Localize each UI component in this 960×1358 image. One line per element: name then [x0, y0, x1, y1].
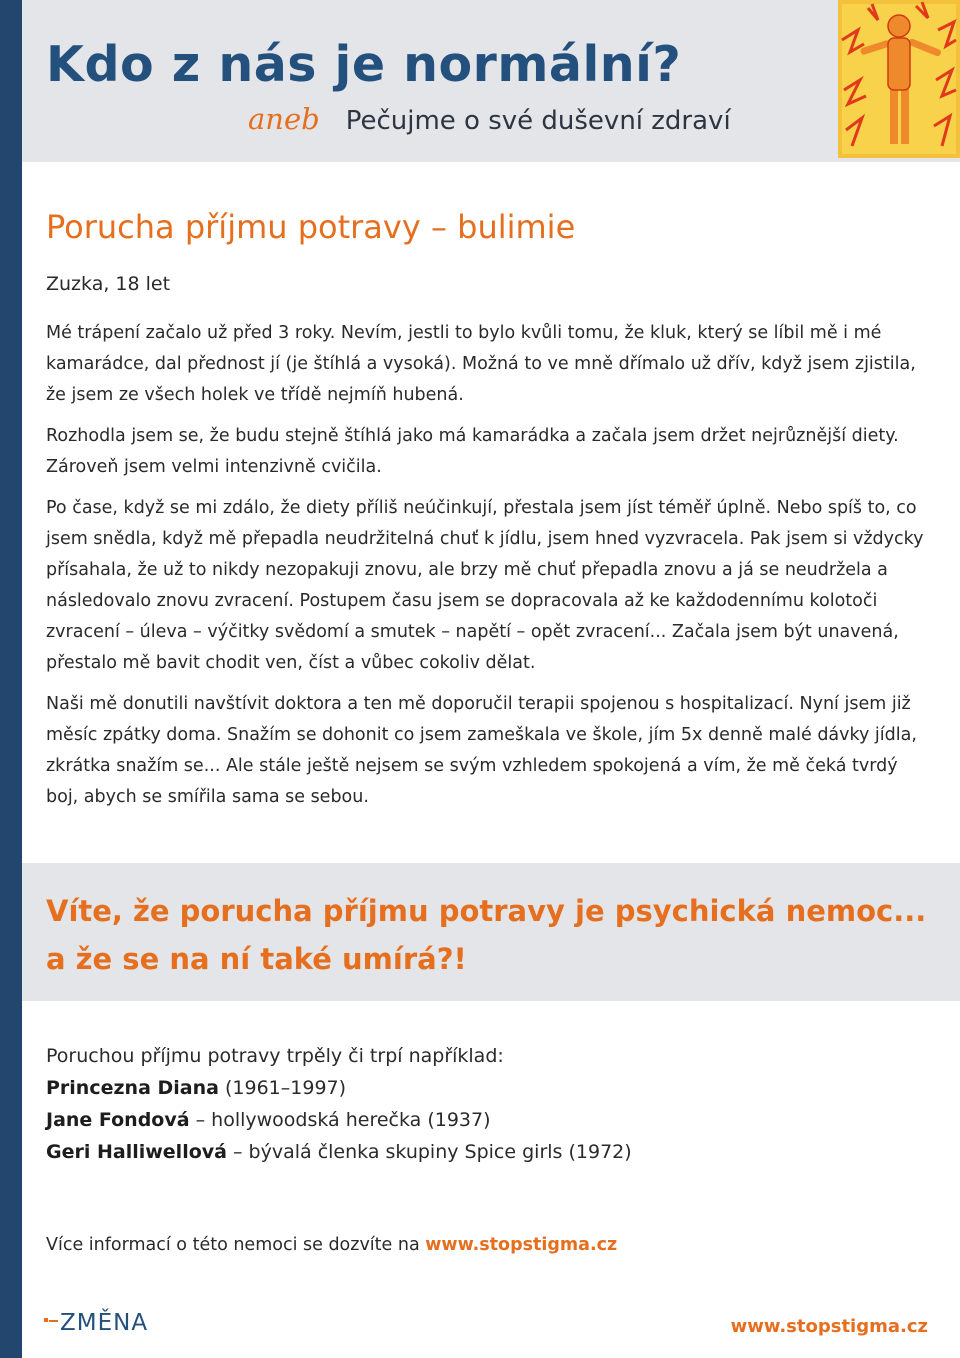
section-heading: Porucha příjmu potravy – bulimie — [46, 208, 576, 246]
examples-intro: Poruchou příjmu potravy trpěly či trpí například: — [46, 1045, 504, 1067]
person-name: Jane Fondová — [46, 1109, 190, 1131]
story-paragraph: Rozhodla jsem se, že budu stejně štíhlá jako má kamarádka a začala jsem držet nejrůznější diety. Zároveň jsem velmi intenzivně cvičila. — [46, 426, 899, 477]
zmena-logo — [44, 1310, 148, 1336]
person-name: Princezna Diana — [46, 1077, 219, 1099]
zmena-logo-mark-icon — [44, 1318, 58, 1328]
fact-line-1: Víte, že porucha příjmu potravy je psychická nemoc... — [46, 894, 927, 928]
story-paragraph: Naši mě donutili navštívit doktora a ten mě doporučil terapii spojenou s hospitalizací. Nyní jsem již měsíc zpátky doma. Snažím se dohonit co jsem zameškala ve škole, jím 5x denně malé dávky jídla, zkrátka snažím se... Ale stále ještě nejsem se svým vzhledem spokojená a vím, že mě čeká tvrdý boj, abych se smířila sama se sebou. — [46, 694, 917, 807]
fact-callout — [46, 887, 926, 983]
example-person — [46, 1104, 926, 1136]
footer-url-link[interactable]: www.stopstigma.cz — [730, 1316, 928, 1337]
info-line — [46, 1235, 617, 1255]
person-detail: – bývalá členka skupiny Spice girls (1972) — [226, 1141, 632, 1163]
story-paragraph: Mé trápení začalo už před 3 roky. Nevím, jestli to bylo kvůli tomu, že kluk, který se líbil mě i mé kamarádce, dal přednost jí (je štíhlá a vysoká). Možná to ve mně dřímalo už dřív, když jsem zjistila, že jsem ze všech holek ve třídě nejmíň hubená. — [46, 323, 916, 405]
left-sidebar-stripe — [0, 0, 22, 1358]
person-name: Geri Halliwellová — [46, 1141, 227, 1163]
example-person — [46, 1136, 926, 1168]
story-paragraph: Po čase, když se mi zdálo, že diety příliš neúčinkují, přestala jsem jíst téměř úplně. Nebo spíš to, co jsem snědla, když mě přepadla neudržitelná chuť k jídlu, jsem hned vyzvracela. Pak jsem si vždycky přísahala, že už to nikdy nezopakuji znovu, ale brzy mě chuť přepadla znovu a já se neudržela a následovalo znovu zvracení. Postupem času jsem se dopracovala až ke každodennímu kolotoči zvracení – úleva – výčitky svědomí a smutek – napětí – opět zvracení... Začala jsem být unavená, přestalo mě bavit chodit ven, číst a vůbec cokoliv dělat. — [46, 498, 924, 673]
story-text — [46, 318, 926, 823]
fact-line-2: a že se na ní také umírá?! — [46, 942, 467, 976]
figure-illustration-icon — [838, 0, 960, 158]
example-person — [46, 1072, 926, 1104]
logo-text: ZMĚNA — [60, 1310, 149, 1336]
aneb-word: aneb — [248, 102, 320, 136]
info-text: Více informací o této nemoci se dozvíte na — [46, 1235, 426, 1255]
person-detail: – hollywoodská herečka (1937) — [189, 1109, 491, 1131]
page-title: Kdo z nás je normální? — [46, 36, 682, 93]
subtitle-row — [248, 102, 731, 136]
examples-list — [46, 1040, 926, 1168]
author-line: Zuzka, 18 let — [46, 273, 171, 295]
info-link[interactable]: www.stopstigma.cz — [425, 1235, 618, 1255]
person-detail: (1961–1997) — [218, 1077, 347, 1099]
subtitle: Pečujme o své duševní zdraví — [345, 106, 731, 136]
